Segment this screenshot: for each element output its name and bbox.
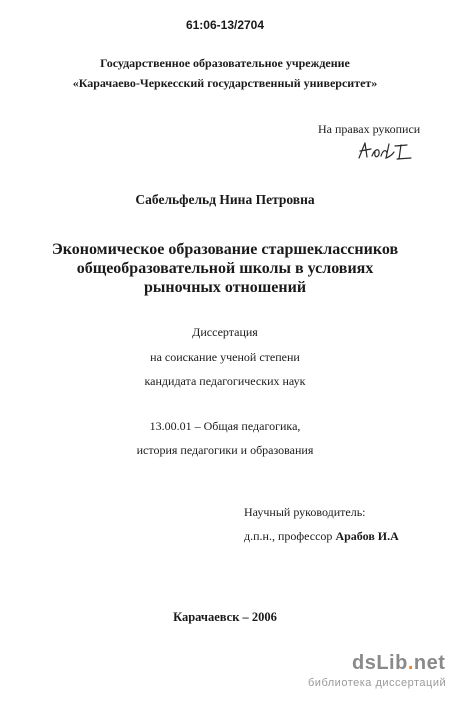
title-line: общеобразовательной школы в условиях — [76, 260, 374, 277]
rights-notice: На правах рукописи — [318, 122, 421, 136]
author-name: Сабельфельд Нина Петровна — [135, 192, 315, 207]
watermark-logo-dot: . — [407, 652, 414, 674]
document-code: 61:06-13/2704 — [185, 18, 265, 32]
watermark-logo-main: dsLib — [352, 652, 408, 674]
city-year: Карачаевск – 2006 — [173, 610, 277, 624]
supervisor-label: Научный руководитель: — [244, 505, 366, 519]
supervisor-name: Арабов И.А — [335, 529, 399, 543]
specialty-line-2: история педагогики и образования — [136, 443, 314, 457]
dissertation-title — [0, 240, 450, 297]
title-line: рыночных отношений — [143, 279, 307, 296]
supervisor-title: д.п.н., профессор — [244, 529, 336, 543]
institution-line-2: «Карачаево-Черкесский государственный университет» — [72, 76, 378, 90]
degree-line-2: кандидата педагогических наук — [144, 374, 306, 388]
watermark-logo-tld: net — [413, 652, 446, 674]
watermark-subtitle: библиотека диссертаций — [308, 677, 447, 689]
signature-icon — [355, 140, 415, 162]
specialty-line-1: 13.00.01 – Общая педагогика, — [149, 419, 301, 433]
work-type: Диссертация — [192, 325, 258, 339]
institution-line-1: Государственное образовательное учреждение — [100, 56, 350, 70]
title-line: Экономическое образование старшеклассников — [51, 241, 399, 258]
degree-line-1: на соискание ученой степени — [150, 350, 300, 364]
watermark-logo — [352, 652, 445, 675]
supervisor-details — [244, 529, 399, 544]
